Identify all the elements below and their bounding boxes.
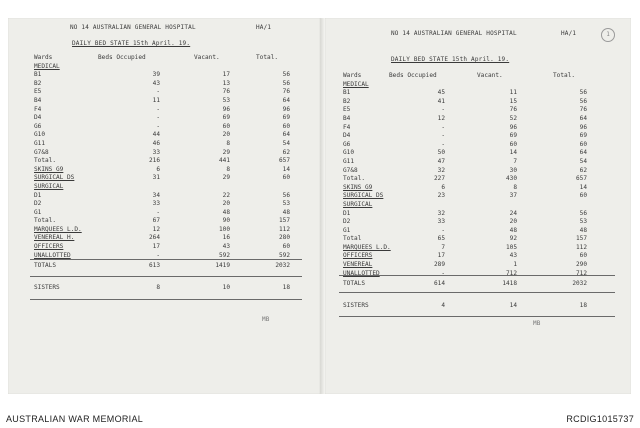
ward-name-cell: MARQUEES L.D. (34, 225, 82, 233)
beds-occupied-cell: 12 (437, 114, 445, 122)
vacant-cell: 43 (222, 243, 230, 251)
vacant-cell: 69 (509, 132, 517, 140)
total-cell: 53 (282, 200, 290, 208)
table-row (343, 218, 613, 227)
table-row (343, 89, 613, 98)
ward-name-cell: D1 (34, 191, 42, 199)
ward-name-cell: G10 (343, 149, 355, 157)
vacant-cell: 8 (513, 183, 517, 191)
vacant-cell: 43 (509, 252, 517, 260)
beds-occupied-cell: 33 (437, 218, 445, 226)
col-header-vacant: Vacant. (477, 72, 503, 79)
beds-occupied-cell: 65 (437, 235, 445, 243)
vacant-cell: 76 (222, 88, 230, 96)
vacant-cell: 13 (222, 79, 230, 87)
total-cell: 60 (282, 174, 290, 182)
beds-occupied-cell: 33 (152, 148, 160, 156)
vacant-cell: 712 (505, 269, 517, 277)
table-row (34, 200, 304, 209)
table-row (343, 235, 613, 244)
beds-occupied-cell: 46 (152, 139, 160, 147)
ward-name-cell: SURGICAL (343, 200, 373, 208)
total-cell: 69 (282, 114, 290, 122)
totals-total: 2032 (572, 280, 587, 287)
vacant-cell: 441 (218, 157, 230, 165)
beds-occupied-cell: 43 (152, 79, 160, 87)
table-row (343, 141, 613, 150)
signature-initials: MB (262, 316, 270, 323)
total-cell: 96 (579, 123, 587, 131)
vacant-cell: 100 (218, 225, 230, 233)
table-row (343, 210, 613, 219)
ward-name-cell: B1 (34, 71, 42, 79)
ward-name-cell: D2 (343, 218, 351, 226)
right-bed-state-sheet (325, 18, 631, 394)
beds-occupied-cell: - (441, 132, 445, 140)
section-medical-label: MEDICAL (343, 80, 369, 88)
totals-label: TOTALS (34, 262, 57, 269)
table-row (34, 80, 304, 89)
table-row (34, 71, 304, 80)
beds-occupied-cell: 44 (152, 131, 160, 139)
table-row (34, 149, 304, 158)
beds-occupied-cell: - (156, 105, 160, 113)
ward-name-cell: UNALLOTTED (34, 251, 71, 259)
ward-name-cell: E5 (343, 106, 351, 114)
vacant-cell: 48 (222, 208, 230, 216)
beds-occupied-cell: 47 (437, 157, 445, 165)
ward-name-cell: B2 (343, 97, 351, 105)
beds-occupied-cell: - (156, 114, 160, 122)
ward-name-cell: G11 (343, 157, 355, 165)
beds-occupied-cell: - (156, 122, 160, 130)
total-cell: 60 (579, 192, 587, 200)
totals-occupied: 613 (148, 262, 160, 269)
report-subtitle: DAILY BED STATE 15th April. 19. (391, 56, 510, 63)
table-row (34, 97, 304, 106)
table-row (343, 98, 613, 107)
total-cell: 62 (282, 148, 290, 156)
ward-name-cell: SURGICAL DS (343, 192, 384, 200)
ward-name-cell: G7&8 (34, 148, 49, 156)
divider-line (30, 259, 302, 260)
total-cell: 56 (282, 79, 290, 87)
beds-occupied-cell: 17 (437, 252, 445, 260)
divider-line (339, 275, 615, 276)
sisters-block (34, 284, 304, 293)
vacant-cell: 92 (509, 235, 517, 243)
divider-line (30, 276, 302, 277)
ward-name-cell: G7&8 (343, 166, 358, 174)
table-row (34, 166, 304, 175)
sisters-total: 18 (579, 302, 587, 309)
ward-name-cell: G6 (34, 122, 42, 130)
total-cell: 64 (579, 114, 587, 122)
totals-vacant: 1419 (215, 262, 230, 269)
ward-name-cell: Total. (34, 217, 57, 225)
vacant-cell: 17 (222, 71, 230, 79)
ward-name-cell: G1 (34, 208, 42, 216)
sisters-vacant: 10 (222, 284, 230, 291)
vacant-cell: 96 (222, 105, 230, 113)
table-row (34, 114, 304, 123)
vacant-cell: 592 (218, 251, 230, 259)
report-subtitle: DAILY BED STATE 15th April. 19. (72, 40, 191, 47)
beds-occupied-cell: 39 (152, 71, 160, 79)
table-row (343, 124, 613, 133)
sisters-block (343, 302, 613, 311)
col-header-total: Total. (256, 54, 279, 61)
table-row (34, 183, 304, 192)
totals-total: 2032 (275, 262, 290, 269)
table-header-row (343, 72, 613, 81)
beds-occupied-cell: 7 (441, 243, 445, 251)
totals-occupied: 614 (433, 280, 445, 287)
table-row (343, 184, 613, 193)
beds-occupied-cell: - (441, 106, 445, 114)
ward-name-cell: SURGICAL (34, 182, 64, 190)
beds-occupied-cell: 23 (437, 192, 445, 200)
ward-name-cell: D4 (343, 132, 351, 140)
totals-vacant: 1418 (502, 280, 517, 287)
beds-occupied-cell: 32 (437, 166, 445, 174)
sisters-row (343, 302, 613, 311)
vacant-cell: 1 (513, 261, 517, 269)
total-cell: 56 (282, 71, 290, 79)
vacant-cell: 20 (222, 131, 230, 139)
divider-line (339, 292, 615, 293)
total-cell: 54 (282, 139, 290, 147)
sisters-label: SISTERS (343, 302, 369, 309)
total-cell: 56 (579, 89, 587, 97)
vacant-cell: 29 (222, 174, 230, 182)
vacant-cell: 22 (222, 191, 230, 199)
ward-name-cell: E5 (34, 88, 42, 96)
beds-occupied-cell: - (441, 269, 445, 277)
vacant-cell: 52 (509, 114, 517, 122)
total-cell: 56 (579, 209, 587, 217)
beds-occupied-cell: - (156, 88, 160, 96)
totals-block (34, 262, 304, 271)
total-cell: 60 (282, 243, 290, 251)
ward-name-cell: MARQUEES L.D. (343, 243, 391, 251)
col-header-vacant: Vacant. (194, 54, 220, 61)
beds-occupied-cell: 11 (152, 96, 160, 104)
table-row (343, 106, 613, 115)
table-row (34, 131, 304, 140)
total-cell: 60 (579, 140, 587, 148)
total-cell: 60 (282, 122, 290, 130)
beds-occupied-cell: 32 (437, 209, 445, 217)
table-row (343, 132, 613, 141)
corner-page-mark: 1 (601, 28, 615, 42)
ward-name-cell: D1 (343, 209, 351, 217)
beds-occupied-cell: 17 (152, 243, 160, 251)
vacant-cell: 76 (509, 106, 517, 114)
sisters-vacant: 14 (509, 302, 517, 309)
total-cell: 14 (579, 183, 587, 191)
total-cell: 64 (282, 131, 290, 139)
vacant-cell: 20 (509, 218, 517, 226)
total-cell: 76 (579, 106, 587, 114)
ward-name-cell: G1 (343, 226, 351, 234)
table-row (34, 88, 304, 97)
table-row (343, 192, 613, 201)
total-cell: 280 (278, 234, 290, 242)
table-row (34, 140, 304, 149)
hospital-title: NO 14 AUSTRALIAN GENERAL HOSPITAL (391, 30, 517, 37)
beds-occupied-cell: 6 (156, 165, 160, 173)
ward-name-cell: VENEREAL H. (34, 234, 75, 242)
table-row (343, 158, 613, 167)
total-cell: 112 (278, 225, 290, 233)
divider-line (30, 299, 302, 300)
vacant-cell: 8 (226, 139, 230, 147)
ward-name-cell: Total. (34, 157, 57, 165)
beds-occupied-cell: - (441, 140, 445, 148)
vacant-cell: 11 (509, 89, 517, 97)
col-header-total: Total. (553, 72, 576, 79)
table-row (343, 244, 613, 253)
total-cell: 60 (579, 252, 587, 260)
col-header-beds-occupied: Beds Occupied (389, 72, 437, 79)
total-cell: 64 (282, 96, 290, 104)
table-row (34, 123, 304, 132)
ward-name-cell: G10 (34, 131, 46, 139)
vacant-cell: 90 (222, 217, 230, 225)
vacant-cell: 60 (222, 122, 230, 130)
sisters-label: SISTERS (34, 284, 60, 291)
table-row (34, 174, 304, 183)
vacant-cell: 15 (509, 97, 517, 105)
table-row (343, 175, 613, 184)
beds-occupied-cell: 216 (148, 157, 160, 165)
beds-occupied-cell: - (156, 251, 160, 259)
total-cell: 48 (579, 226, 587, 234)
hospital-title: NO 14 AUSTRALIAN GENERAL HOSPITAL (70, 24, 196, 31)
section-label-row (343, 81, 613, 90)
ward-name-cell: F4 (343, 123, 351, 131)
section-label-row (34, 63, 304, 72)
table-row (343, 261, 613, 270)
total-cell: 157 (278, 217, 290, 225)
totals-row (343, 280, 613, 289)
ward-name-cell: G11 (34, 139, 46, 147)
ward-name-cell: VENEREAL (343, 261, 373, 269)
beds-occupied-cell: 264 (148, 234, 160, 242)
sisters-occupied: 8 (156, 284, 160, 291)
total-cell: 592 (278, 251, 290, 259)
table-row (343, 167, 613, 176)
ward-name-cell: D4 (34, 114, 42, 122)
vacant-cell: 430 (505, 175, 517, 183)
ward-name-cell: OFFICERS (34, 243, 64, 251)
vacant-cell: 29 (222, 148, 230, 156)
vacant-cell: 53 (222, 96, 230, 104)
total-cell: 657 (278, 157, 290, 165)
ward-name-cell: B4 (34, 96, 42, 104)
table-body (34, 71, 304, 260)
total-cell: 657 (575, 175, 587, 183)
table-row (343, 201, 613, 210)
vacant-cell: 105 (505, 243, 517, 251)
reference-number: HA/1 (256, 24, 272, 31)
beds-occupied-cell: - (441, 123, 445, 131)
beds-occupied-cell: - (441, 226, 445, 234)
table-row (34, 234, 304, 243)
ward-name-cell: UNALLOTTED (343, 269, 380, 277)
vacant-cell: 8 (226, 165, 230, 173)
vacant-cell: 60 (509, 140, 517, 148)
vacant-cell: 16 (222, 234, 230, 242)
col-header-beds-occupied: Beds Occupied (98, 54, 146, 61)
total-cell: 14 (282, 165, 290, 173)
vacant-cell: 14 (509, 149, 517, 157)
vacant-cell: 69 (222, 114, 230, 122)
table-row (343, 252, 613, 261)
col-header-wards: Wards (34, 54, 53, 61)
beds-occupied-cell: 67 (152, 217, 160, 225)
reference-number: HA/1 (561, 30, 577, 37)
totals-row (34, 262, 304, 271)
table-row (343, 149, 613, 158)
ward-name-cell: G6 (343, 140, 351, 148)
ward-name-cell: Total (343, 235, 362, 243)
col-header-wards: Wards (343, 72, 362, 79)
total-cell: 64 (579, 149, 587, 157)
beds-occupied-cell: - (156, 208, 160, 216)
table-row (34, 106, 304, 115)
totals-block (343, 280, 613, 289)
table-row (34, 217, 304, 226)
beds-occupied-cell: 45 (437, 89, 445, 97)
divider-line (339, 316, 615, 317)
total-cell: 157 (575, 235, 587, 243)
table-row (343, 115, 613, 124)
sisters-occupied: 4 (441, 302, 445, 309)
total-cell: 48 (282, 208, 290, 216)
ward-name-cell: Total. (343, 175, 366, 183)
beds-occupied-cell: 6 (441, 183, 445, 191)
table-body (343, 89, 613, 278)
total-cell: 69 (579, 132, 587, 140)
footer-archive-name: AUSTRALIAN WAR MEMORIAL (6, 414, 144, 424)
total-cell: 53 (579, 218, 587, 226)
vacant-cell: 30 (509, 166, 517, 174)
beds-occupied-cell: 31 (152, 174, 160, 182)
total-cell: 54 (579, 157, 587, 165)
ward-name-cell: D2 (34, 200, 42, 208)
totals-label: TOTALS (343, 280, 366, 287)
vacant-cell: 48 (509, 226, 517, 234)
beds-occupied-cell: 41 (437, 97, 445, 105)
left-bed-state-sheet (8, 18, 320, 394)
ward-name-cell: B4 (343, 114, 351, 122)
beds-occupied-cell: 12 (152, 225, 160, 233)
beds-occupied-cell: 227 (433, 175, 445, 183)
ward-name-cell: B1 (343, 89, 351, 97)
ward-name-cell: B2 (34, 79, 42, 87)
total-cell: 290 (575, 261, 587, 269)
vacant-cell: 96 (509, 123, 517, 131)
vacant-cell: 37 (509, 192, 517, 200)
total-cell: 112 (575, 243, 587, 251)
total-cell: 712 (575, 269, 587, 277)
table-header-row (34, 54, 304, 63)
section-medical-label: MEDICAL (34, 62, 60, 70)
ward-name-cell: SKINS G9 (34, 165, 64, 173)
total-cell: 62 (579, 166, 587, 174)
bed-state-table (343, 72, 613, 278)
table-row (34, 226, 304, 235)
total-cell: 56 (579, 97, 587, 105)
sisters-row (34, 284, 304, 293)
table-row (34, 192, 304, 201)
beds-occupied-cell: 34 (152, 191, 160, 199)
beds-occupied-cell: 50 (437, 149, 445, 157)
total-cell: 56 (282, 191, 290, 199)
table-row (34, 157, 304, 166)
vacant-cell: 20 (222, 200, 230, 208)
total-cell: 96 (282, 105, 290, 113)
signature-initials: MB (533, 320, 541, 327)
table-row (343, 227, 613, 236)
table-row (343, 270, 613, 279)
ward-name-cell: SURGICAL DS (34, 174, 75, 182)
ward-name-cell: SKINS G9 (343, 183, 373, 191)
footer-record-id: RCDIG1015737 (566, 414, 634, 424)
beds-occupied-cell: 33 (152, 200, 160, 208)
vacant-cell: 7 (513, 157, 517, 165)
vacant-cell: 24 (509, 209, 517, 217)
ward-name-cell: OFFICERS (343, 252, 373, 260)
table-row (34, 209, 304, 218)
bed-state-table (34, 54, 304, 260)
total-cell: 76 (282, 88, 290, 96)
beds-occupied-cell: 289 (433, 261, 445, 269)
ward-name-cell: F4 (34, 105, 42, 113)
sisters-total: 18 (282, 284, 290, 291)
table-row (34, 243, 304, 252)
